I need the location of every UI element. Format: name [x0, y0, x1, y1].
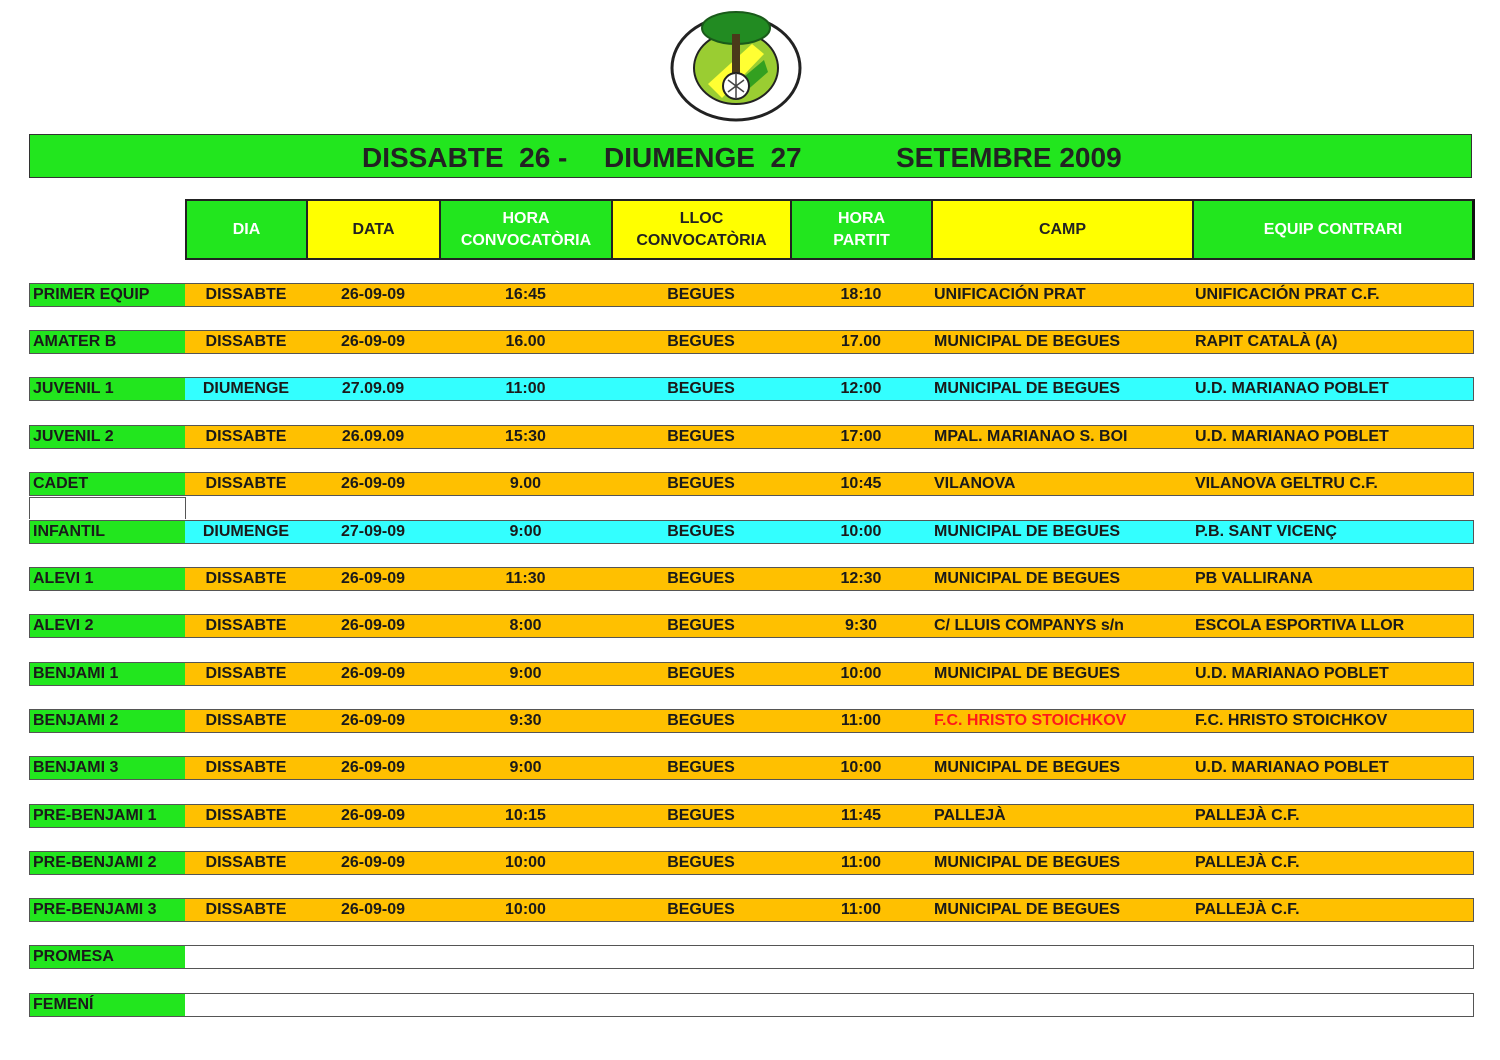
hora-convocatoria-cell: 10:00 [439, 851, 613, 875]
hora-convocatoria-cell: 9.00 [439, 472, 613, 496]
title-bar [29, 134, 1472, 178]
camp-cell: F.C. HRISTO STOICHKOV [931, 709, 1194, 733]
equip-contrari-cell [1192, 945, 1474, 969]
equip-contrari-cell: PALLEJÀ C.F. [1192, 898, 1474, 922]
table-row [29, 756, 1473, 780]
data-cell: 27-09-09 [306, 520, 441, 544]
hora-partit-cell [790, 945, 933, 969]
team-cell: PROMESA [29, 945, 187, 969]
camp-cell: MUNICIPAL DE BEGUES [931, 330, 1194, 354]
hora-convocatoria-cell: 8:00 [439, 614, 613, 638]
dia-cell: DISSABTE [185, 614, 308, 638]
lloc-cell [611, 945, 792, 969]
dia-cell: DISSABTE [185, 425, 308, 449]
club-logo [668, 6, 804, 124]
camp-cell: C/ LLUIS COMPANYS s/n [931, 614, 1194, 638]
dia-cell: DISSABTE [185, 709, 308, 733]
lloc-cell: BEGUES [611, 330, 792, 354]
hora-partit-cell: 11:00 [790, 851, 933, 875]
camp-cell: VILANOVA [931, 472, 1194, 496]
hora-convocatoria-cell: 9:30 [439, 709, 613, 733]
camp-cell: MUNICIPAL DE BEGUES [931, 520, 1194, 544]
equip-contrari-cell: U.D. MARIANAO POBLET [1192, 662, 1474, 686]
data-cell: 26-09-09 [306, 804, 441, 828]
team-cell: JUVENIL 1 [29, 377, 187, 401]
club-futbol-begues-logo-icon [668, 6, 804, 124]
lloc-cell: BEGUES [611, 567, 792, 591]
equip-contrari-cell: PB VALLIRANA [1192, 567, 1474, 591]
team-cell: PRE-BENJAMI 1 [29, 804, 187, 828]
data-cell: 26-09-09 [306, 756, 441, 780]
team-cell: PRE-BENJAMI 2 [29, 851, 187, 875]
hora-convocatoria-cell: 11:00 [439, 377, 613, 401]
camp-cell: UNIFICACIÓN PRAT [931, 283, 1194, 307]
lloc-cell: BEGUES [611, 662, 792, 686]
equip-contrari-cell: UNIFICACIÓN PRAT C.F. [1192, 283, 1474, 307]
table-row [29, 709, 1473, 733]
table-row [29, 472, 1473, 496]
camp-cell: MUNICIPAL DE BEGUES [931, 851, 1194, 875]
hora-partit-cell: 11:45 [790, 804, 933, 828]
hora-partit-cell: 18:10 [790, 283, 933, 307]
dia-cell: DISSABTE [185, 851, 308, 875]
equip-contrari-cell: RAPIT CATALÀ (A) [1192, 330, 1474, 354]
table-row [29, 851, 1473, 875]
data-cell: 26-09-09 [306, 851, 441, 875]
team-cell: JUVENIL 2 [29, 425, 187, 449]
hora-partit-cell: 10:45 [790, 472, 933, 496]
title-month: SETEMBRE 2009 [896, 142, 1122, 173]
camp-cell: MUNICIPAL DE BEGUES [931, 377, 1194, 401]
header-dia: DIA [185, 199, 308, 260]
hora-partit-cell: 10:00 [790, 520, 933, 544]
dia-cell: DISSABTE [185, 804, 308, 828]
lloc-cell: BEGUES [611, 283, 792, 307]
infantil-gap-cell [29, 497, 186, 519]
data-cell: 26-09-09 [306, 898, 441, 922]
dia-cell [185, 993, 308, 1017]
table-row [29, 993, 1473, 1017]
data-cell: 26-09-09 [306, 283, 441, 307]
hora-partit-cell: 17:00 [790, 425, 933, 449]
title-sunday: DIUMENGE 27 [604, 142, 802, 173]
lloc-cell: BEGUES [611, 756, 792, 780]
data-cell: 27.09.09 [306, 377, 441, 401]
table-row [29, 804, 1473, 828]
data-cell [306, 993, 441, 1017]
table-row [29, 614, 1473, 638]
team-cell: CADET [29, 472, 187, 496]
camp-cell: MUNICIPAL DE BEGUES [931, 898, 1194, 922]
dia-cell [185, 945, 308, 969]
hora-convocatoria-cell: 9:00 [439, 756, 613, 780]
lloc-cell: BEGUES [611, 472, 792, 496]
lloc-cell [611, 993, 792, 1017]
dia-cell: DISSABTE [185, 662, 308, 686]
header-hora-partit: HORA PARTIT [790, 199, 933, 260]
hora-partit-cell: 11:00 [790, 709, 933, 733]
lloc-cell: BEGUES [611, 614, 792, 638]
table-row [29, 425, 1473, 449]
dia-cell: DISSABTE [185, 756, 308, 780]
header-lloc-convocatoria: LLOC CONVOCATÒRIA [611, 199, 792, 260]
hora-partit-cell: 12:30 [790, 567, 933, 591]
table-row [29, 945, 1473, 969]
lloc-cell: BEGUES [611, 425, 792, 449]
hora-partit-cell [790, 993, 933, 1017]
data-cell: 26-09-09 [306, 662, 441, 686]
camp-cell [931, 945, 1194, 969]
hora-convocatoria-cell: 10:15 [439, 804, 613, 828]
hora-partit-cell: 12:00 [790, 377, 933, 401]
equip-contrari-cell: VILANOVA GELTRU C.F. [1192, 472, 1474, 496]
hora-partit-cell: 17.00 [790, 330, 933, 354]
dia-cell: DIUMENGE [185, 377, 308, 401]
team-cell: BENJAMI 1 [29, 662, 187, 686]
lloc-cell: BEGUES [611, 709, 792, 733]
table-row [29, 283, 1473, 307]
lloc-cell: BEGUES [611, 804, 792, 828]
team-cell: AMATER B [29, 330, 187, 354]
data-cell: 26-09-09 [306, 709, 441, 733]
data-cell: 26-09-09 [306, 472, 441, 496]
camp-cell: MUNICIPAL DE BEGUES [931, 662, 1194, 686]
team-cell: ALEVI 2 [29, 614, 187, 638]
hora-convocatoria-cell: 10:00 [439, 898, 613, 922]
hora-partit-cell: 11:00 [790, 898, 933, 922]
hora-convocatoria-cell: 16:45 [439, 283, 613, 307]
data-cell: 26-09-09 [306, 614, 441, 638]
table-row [29, 377, 1473, 401]
team-cell: PRIMER EQUIP [29, 283, 187, 307]
data-cell: 26-09-09 [306, 330, 441, 354]
dia-cell: DISSABTE [185, 898, 308, 922]
hora-convocatoria-cell: 11:30 [439, 567, 613, 591]
hora-convocatoria-cell: 9:00 [439, 662, 613, 686]
lloc-cell: BEGUES [611, 898, 792, 922]
team-cell: BENJAMI 2 [29, 709, 187, 733]
dia-cell: DIUMENGE [185, 520, 308, 544]
hora-partit-cell: 10:00 [790, 662, 933, 686]
table-row [29, 520, 1473, 544]
hora-partit-cell: 9:30 [790, 614, 933, 638]
header-hora-convocatoria: HORA CONVOCATÒRIA [439, 199, 613, 260]
data-cell: 26.09.09 [306, 425, 441, 449]
equip-contrari-cell: U.D. MARIANAO POBLET [1192, 425, 1474, 449]
team-cell: ALEVI 1 [29, 567, 187, 591]
header-camp: CAMP [931, 199, 1194, 260]
dia-cell: DISSABTE [185, 330, 308, 354]
hora-convocatoria-cell [439, 993, 613, 1017]
equip-contrari-cell: U.D. MARIANAO POBLET [1192, 756, 1474, 780]
header-data: DATA [306, 199, 441, 260]
team-cell: INFANTIL [29, 520, 187, 544]
hora-convocatoria-cell [439, 945, 613, 969]
table-row [29, 330, 1473, 354]
team-cell: PRE-BENJAMI 3 [29, 898, 187, 922]
table-row [29, 898, 1473, 922]
equip-contrari-cell [1192, 993, 1474, 1017]
camp-cell: MUNICIPAL DE BEGUES [931, 567, 1194, 591]
camp-cell: MPAL. MARIANAO S. BOI [931, 425, 1194, 449]
hora-convocatoria-cell: 9:00 [439, 520, 613, 544]
camp-cell [931, 993, 1194, 1017]
hora-partit-cell: 10:00 [790, 756, 933, 780]
equip-contrari-cell: PALLEJÀ C.F. [1192, 851, 1474, 875]
equip-contrari-cell: P.B. SANT VICENÇ [1192, 520, 1474, 544]
hora-convocatoria-cell: 16.00 [439, 330, 613, 354]
data-cell: 26-09-09 [306, 567, 441, 591]
camp-cell: PALLEJÀ [931, 804, 1194, 828]
team-cell: FEMENÍ [29, 993, 187, 1017]
header-equip-contrari: EQUIP CONTRARI [1192, 199, 1475, 260]
camp-cell: MUNICIPAL DE BEGUES [931, 756, 1194, 780]
equip-contrari-cell: ESCOLA ESPORTIVA LLOR [1192, 614, 1474, 638]
team-cell: BENJAMI 3 [29, 756, 187, 780]
lloc-cell: BEGUES [611, 520, 792, 544]
table-row [29, 567, 1473, 591]
hora-convocatoria-cell: 15:30 [439, 425, 613, 449]
equip-contrari-cell: U.D. MARIANAO POBLET [1192, 377, 1474, 401]
dia-cell: DISSABTE [185, 472, 308, 496]
lloc-cell: BEGUES [611, 377, 792, 401]
title-saturday: DISSABTE 26 - [362, 142, 568, 173]
dia-cell: DISSABTE [185, 283, 308, 307]
dia-cell: DISSABTE [185, 567, 308, 591]
equip-contrari-cell: PALLEJÀ C.F. [1192, 804, 1474, 828]
lloc-cell: BEGUES [611, 851, 792, 875]
data-cell [306, 945, 441, 969]
equip-contrari-cell: F.C. HRISTO STOICHKOV [1192, 709, 1474, 733]
table-row [29, 662, 1473, 686]
